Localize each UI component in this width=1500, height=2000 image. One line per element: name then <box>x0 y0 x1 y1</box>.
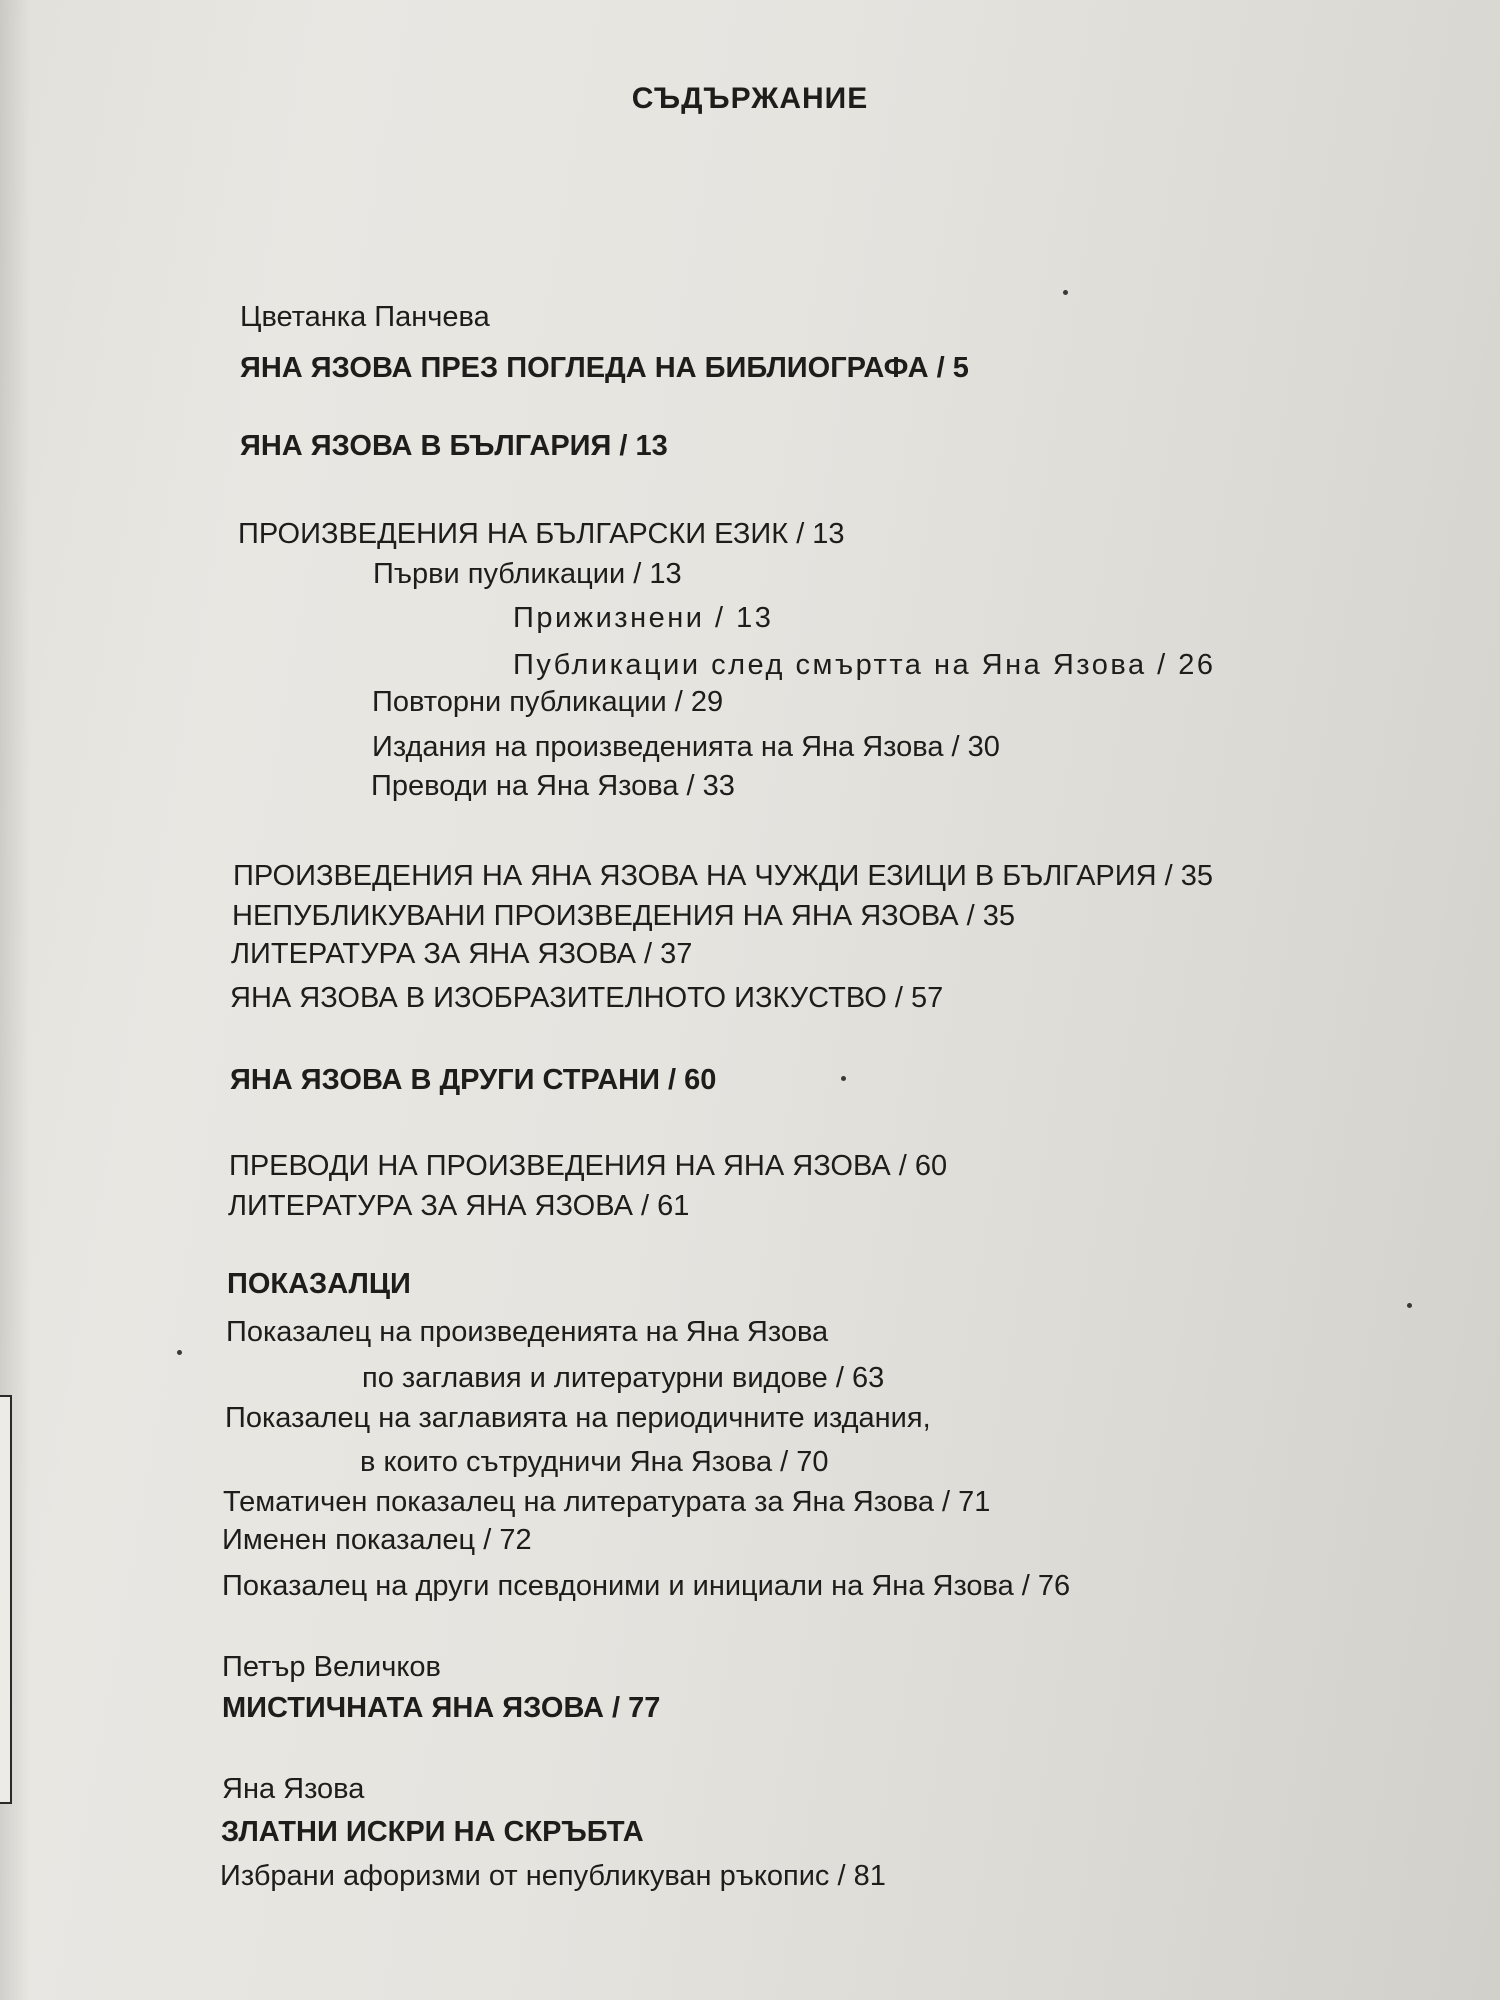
toc-section-heading: ЯНА ЯЗОВА В ДРУГИ СТРАНИ / 60 <box>230 1064 717 1096</box>
toc-entry: ЯНА ЯЗОВА В ИЗОБРАЗИТЕЛНОТО ИЗКУСТВО / 57 <box>230 982 944 1014</box>
paper-speck <box>1063 290 1068 295</box>
toc-section-heading: ПОКАЗАЛЦИ <box>227 1268 411 1300</box>
toc-section-heading: ЯНА ЯЗОВА В БЪЛГАРИЯ / 13 <box>240 430 668 462</box>
toc-title: СЪДЪРЖАНИЕ <box>631 82 869 115</box>
toc-subsubentry: Публикации след смъртта на Яна Язова / 26 <box>513 649 1216 681</box>
toc-subentry: Повторни публикации / 29 <box>372 686 724 718</box>
toc-entry: ПРОИЗВЕДЕНИЯ НА БЪЛГАРСКИ ЕЗИК / 13 <box>238 518 845 550</box>
toc-entry: ПРОИЗВЕДЕНИЯ НА ЯНА ЯЗОВА НА ЧУЖДИ ЕЗИЦИ В БЪЛГАРИЯ / 35 <box>233 860 1213 892</box>
toc-entry: Показалец на произведенията на Яна Язова <box>226 1316 829 1348</box>
toc-entry: ЗЛАТНИ ИСКРИ НА СКРЪБТА <box>221 1816 644 1848</box>
toc-author: Петър Величков <box>222 1651 441 1683</box>
toc-subentry: Първи публикации / 13 <box>373 558 682 590</box>
paper-speck <box>841 1076 846 1081</box>
toc-author: Яна Язова <box>222 1773 365 1805</box>
toc-author: Цветанка Панчева <box>240 301 490 333</box>
toc-subentry: Издания на произведенията на Яна Язова / 30 <box>372 731 1000 763</box>
toc-entry: Тематичен показалец на литературата за Яна Язова / 71 <box>223 1486 991 1518</box>
toc-entry: ЯНА ЯЗОВА ПРЕЗ ПОГЛЕДА НА БИБЛИОГРАФА / 5 <box>240 352 969 384</box>
toc-entry: Избрани афоризми от непубликуван ръкопис / 81 <box>220 1860 886 1892</box>
page-edge-bookmark <box>0 1395 12 1804</box>
toc-entry: Именен показалец / 72 <box>222 1524 532 1556</box>
toc-entry: НЕПУБЛИКУВАНИ ПРОИЗВЕДЕНИЯ НА ЯНА ЯЗОВА / 35 <box>232 900 1016 932</box>
paper-speck <box>177 1350 182 1355</box>
toc-entry: ЛИТЕРАТУРА ЗА ЯНА ЯЗОВА / 61 <box>228 1190 690 1222</box>
paper-speck <box>1407 1303 1412 1308</box>
toc-entry: МИСТИЧНАТА ЯНА ЯЗОВА / 77 <box>222 1692 661 1724</box>
toc-subsubentry: Прижизнени / 13 <box>513 602 774 634</box>
toc-entry: Показалец на заглавията на периодичните издания, <box>225 1402 931 1434</box>
toc-entry: ЛИТЕРАТУРА ЗА ЯНА ЯЗОВА / 37 <box>231 938 693 970</box>
toc-subentry: Преводи на Яна Язова / 33 <box>371 770 735 802</box>
toc-entry-continuation: по заглавия и литературни видове / 63 <box>362 1362 885 1394</box>
toc-entry: Показалец на други псевдоними и инициали на Яна Язова / 76 <box>222 1570 1071 1602</box>
toc-entry: ПРЕВОДИ НА ПРОИЗВЕДЕНИЯ НА ЯНА ЯЗОВА / 60 <box>229 1150 948 1182</box>
toc-entry-continuation: в които сътрудничи Яна Язова / 70 <box>360 1446 829 1478</box>
